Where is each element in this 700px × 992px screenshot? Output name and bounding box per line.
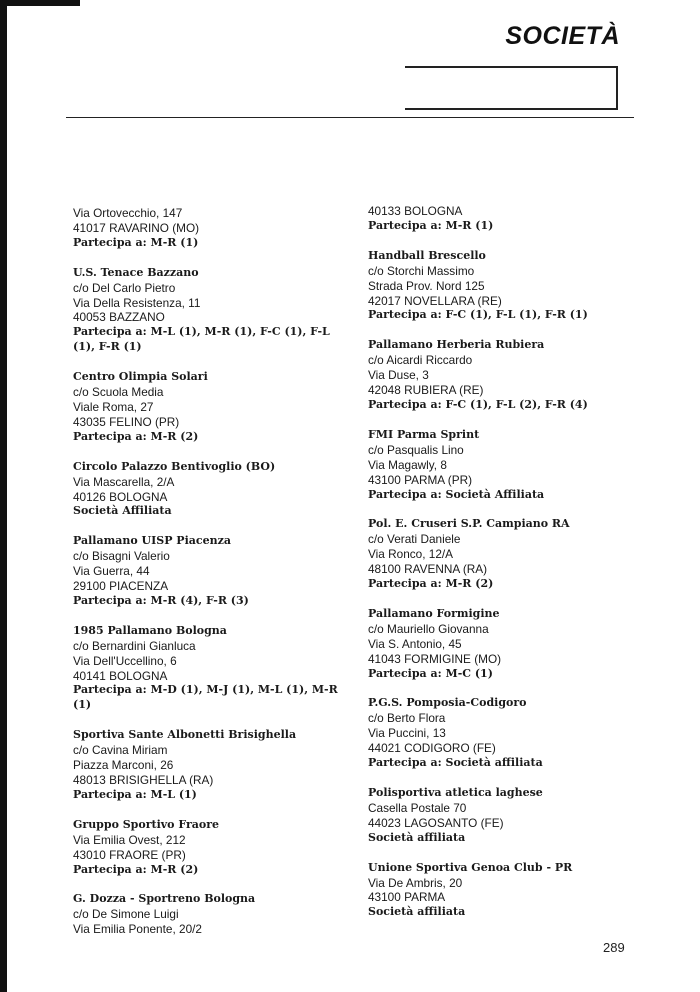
address-line: 43100 PARMA (PR)	[368, 472, 473, 487]
society-name: P.G.S. Pomposia-Codigoro	[368, 696, 527, 710]
society-entry	[73, 818, 353, 878]
society-entry	[368, 861, 648, 921]
society-name: Pallamano Formigine	[368, 606, 500, 620]
participation-line: Partecipa a: Società Affiliata	[368, 487, 545, 501]
participation-line: Partecipa a: M-L (1), M-R (1), F-C (1), F-L (1), F-R (1)	[73, 325, 330, 354]
society-name: Sportiva Sante Albonetti Brisighella	[73, 728, 297, 742]
society-entry	[73, 728, 353, 803]
address-line: c/o Cavina Miriam	[73, 743, 168, 758]
address-line: c/o Bernardini Gianluca	[73, 638, 196, 653]
society-name: Pallamano Herberia Rubiera	[368, 338, 545, 352]
address-line: Via Emilia Ovest, 212	[73, 832, 186, 847]
society-name: Centro Olimpia Solari	[73, 370, 208, 384]
address-line: 44023 LAGOSANTO (FE)	[368, 815, 504, 830]
participation-line: Partecipa a: M-R (2)	[368, 577, 494, 591]
society-entry	[368, 517, 648, 592]
society-entry	[73, 266, 353, 355]
address-line: Casella Postale 70	[368, 800, 467, 815]
address-line: Viale Roma, 27	[73, 399, 154, 414]
society-name: Pol. E. Cruseri S.P. Campiano RA	[368, 517, 570, 531]
society-entry	[368, 428, 648, 503]
society-entry	[368, 338, 648, 413]
society-name: Unione Sportiva Genoa Club - PR	[368, 860, 573, 874]
address-line: c/o Bisagni Valerio	[73, 549, 170, 564]
participation-line: Partecipa a: M-R (4), F-R (3)	[73, 593, 249, 607]
address-line: 43100 PARMA	[368, 890, 446, 905]
address-line: 41043 FORMIGINE (MO)	[368, 651, 502, 666]
participation-line: Partecipa a: M-R (1)	[368, 218, 494, 232]
address-line: Via Emilia Ponente, 20/2	[73, 922, 202, 937]
address-line: 40141 BOLOGNA	[73, 668, 168, 683]
address-line: c/o Berto Flora	[368, 711, 446, 726]
society-name: 1985 Pallamano Bologna	[73, 623, 227, 637]
address-line: c/o Scuola Media	[73, 385, 164, 400]
address-line: 40053 BAZZANO	[73, 310, 165, 325]
society-name: G. Dozza - Sportreno Bologna	[73, 892, 256, 906]
address-line: Via Ronco, 12/A	[368, 547, 454, 562]
society-entry	[368, 204, 648, 234]
address-line: 29100 PIACENZA	[73, 579, 169, 594]
address-line: Via Duse, 3	[368, 368, 429, 383]
society-name: Polisportiva atletica laghese	[368, 786, 543, 799]
participation-line: Società affiliata	[368, 905, 466, 919]
address-line: Via Puccini, 13	[368, 726, 446, 741]
address-line: 48013 BRISIGHELLA (RA)	[73, 773, 214, 787]
address-line: Via Mascarella, 2/A	[73, 474, 175, 489]
address-line: c/o Storchi Massimo	[368, 263, 475, 278]
society-name: Gruppo Sportivo Fraore	[73, 817, 219, 831]
address-line: 42048 RUBIERA (RE)	[368, 383, 484, 398]
address-line: c/o Verati Daniele	[368, 532, 461, 547]
address-line: c/o Pasqualis Lino	[368, 442, 464, 457]
page-spine-bar	[0, 0, 7, 992]
address-line: Strada Prov. Nord 125	[368, 278, 485, 293]
address-line: 40126 BOLOGNA	[73, 489, 168, 504]
society-entry	[73, 206, 353, 251]
address-line: Via Magawly, 8	[368, 457, 447, 472]
address-line: 40133 BOLOGNA	[368, 204, 463, 218]
participation-line: Partecipa a: M-L (1)	[73, 787, 197, 801]
society-name: Pallamano UISP Piacenza	[73, 534, 231, 548]
society-entry	[73, 370, 353, 445]
society-name: Handball Brescello	[368, 248, 486, 262]
participation-line: Partecipa a: Società affiliata	[368, 756, 543, 770]
top-corner-bar	[0, 0, 80, 6]
society-entry	[73, 534, 353, 609]
address-line: Via S. Antonio, 45	[368, 636, 462, 651]
address-line: 43035 FELINO (PR)	[73, 414, 180, 429]
society-entry	[368, 696, 648, 771]
address-line: c/o De Simone Luigi	[73, 907, 179, 922]
address-line: Via Della Resistenza, 11	[73, 295, 201, 310]
header-frame	[405, 66, 618, 110]
participation-line: Partecipa a: M-R (2)	[73, 429, 199, 443]
address-line: Via Guerra, 44	[73, 564, 150, 579]
society-name: U.S. Tenace Bazzano	[73, 265, 199, 279]
society-name: FMI Parma Sprint	[368, 427, 480, 441]
address-line: c/o Aicardi Riccardo	[368, 353, 473, 368]
address-line: 41017 RAVARINO (MO)	[73, 220, 200, 235]
left-column	[73, 206, 353, 952]
address-line: Piazza Marconi, 26	[73, 758, 174, 773]
society-entry	[73, 892, 353, 937]
participation-line: Società Affiliata	[73, 504, 172, 518]
address-line: Via Dell'Uccellino, 6	[73, 653, 177, 668]
participation-line: Partecipa a: M-C (1)	[368, 666, 493, 680]
participation-line: Partecipa a: M-R (1)	[73, 235, 199, 249]
address-line: 48100 RAVENNA (RA)	[368, 562, 488, 577]
right-column	[368, 204, 648, 935]
society-entry	[368, 786, 648, 846]
address-line: Via De Ambris, 20	[368, 875, 463, 890]
society-name: Circolo Palazzo Bentivoglio (BO)	[73, 459, 276, 473]
address-line: 44021 CODIGORO (FE)	[368, 741, 496, 756]
society-entry	[73, 460, 353, 520]
page-number: 289	[603, 940, 625, 955]
society-entry	[73, 624, 353, 713]
header-rule	[66, 117, 634, 118]
society-entry	[368, 607, 648, 682]
participation-line: Partecipa a: M-R (2)	[73, 862, 199, 876]
section-title: SOCIETÀ	[505, 22, 620, 50]
society-entry	[368, 249, 648, 324]
address-line: c/o Del Carlo Pietro	[73, 280, 176, 295]
participation-line: Partecipa a: F-C (1), F-L (1), F-R (1)	[368, 308, 588, 322]
address-line: 42017 NOVELLARA (RE)	[368, 293, 502, 308]
participation-line: Partecipa a: F-C (1), F-L (2), F-R (4)	[368, 397, 588, 411]
address-line: 43010 FRAORE (PR)	[73, 847, 186, 862]
participation-line: Partecipa a: M-D (1), M-J (1), M-L (1), M-R (1)	[73, 683, 338, 712]
address-line: Via Ortovecchio, 147	[73, 206, 183, 220]
participation-line: Società affiliata	[368, 830, 466, 844]
address-line: c/o Mauriello Giovanna	[368, 621, 489, 636]
